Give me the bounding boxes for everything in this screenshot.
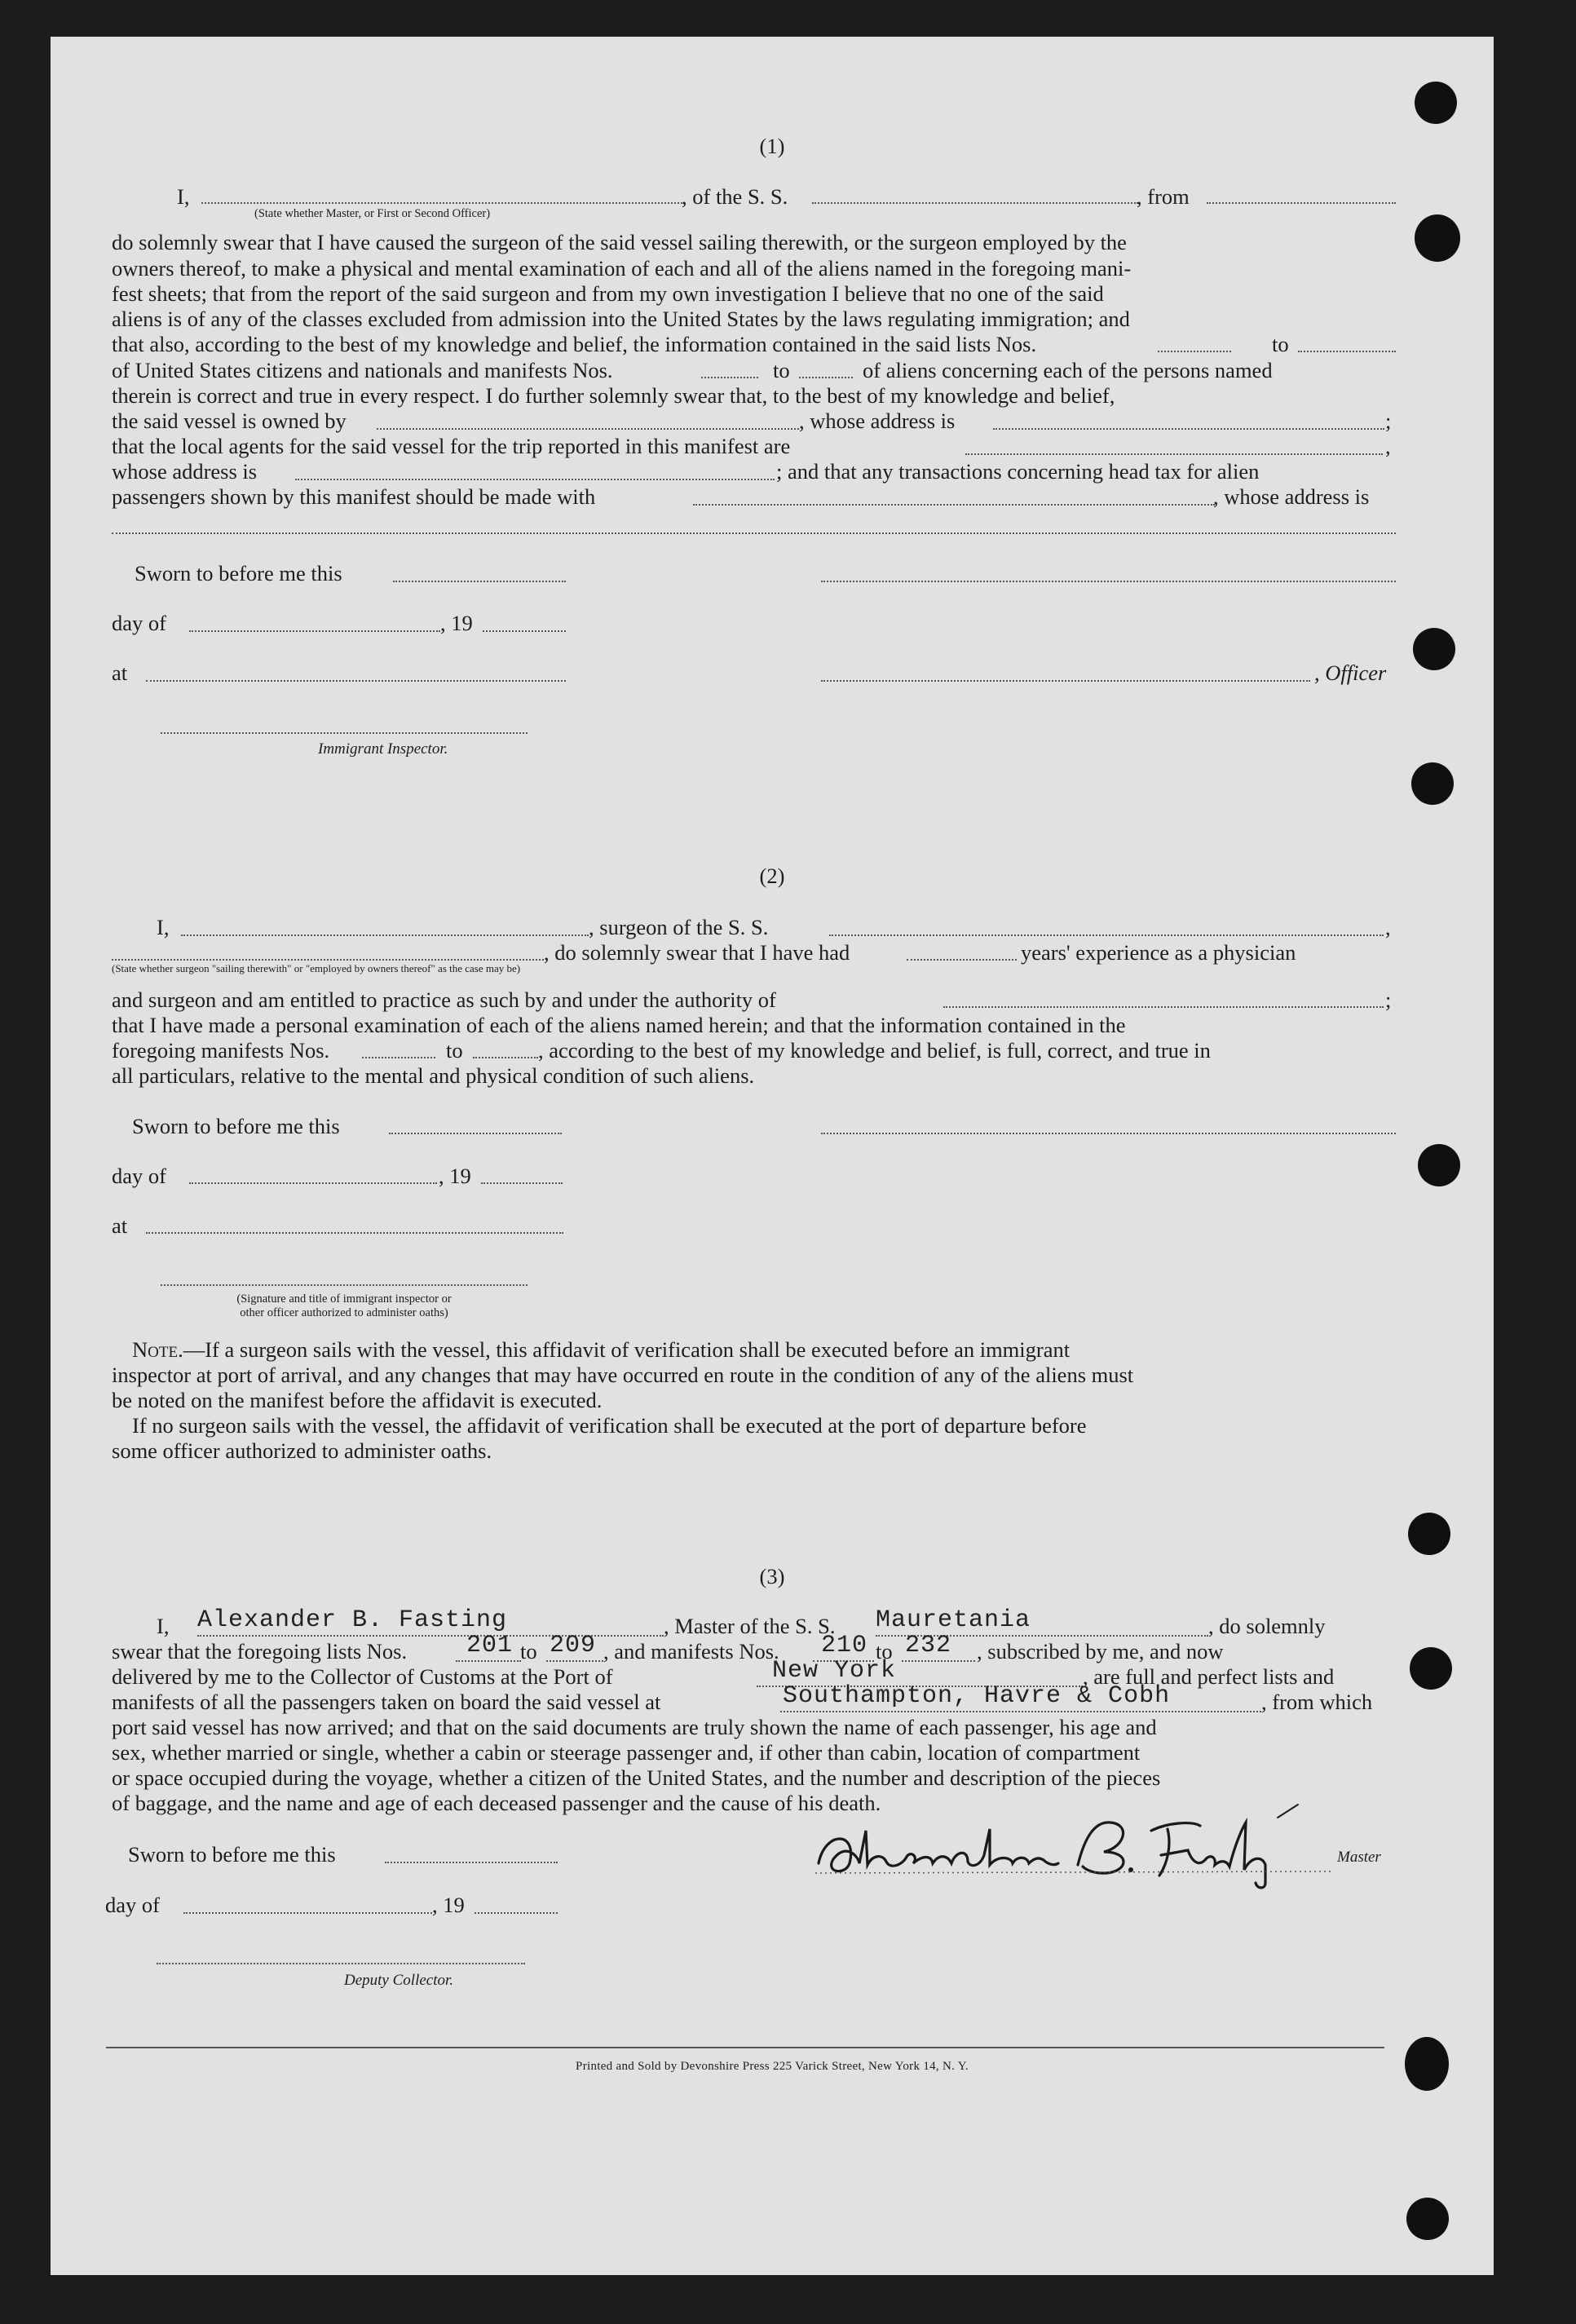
s1-year: , 19 [440, 611, 473, 635]
s2-line: and surgeon and am entitled to practice as such by and under the authority of [112, 987, 776, 1012]
s3-subscribed: , subscribed by me, and now [977, 1639, 1224, 1663]
s3-to: to [520, 1639, 537, 1663]
s3-lists-to: 209 [550, 1632, 597, 1659]
s3-master-of: , Master of the S. S. [664, 1614, 836, 1638]
note-line2: inspector at port of arrival, and any changes that may have occurred en route in the condition of any of the aliens must [112, 1363, 1134, 1387]
master-signature [809, 1798, 1380, 1892]
s3-do-solemnly: , do solemnly [1208, 1614, 1326, 1638]
s1-para-line: the said vessel is owned by [112, 409, 347, 433]
manifest-page [51, 37, 1494, 2275]
s3-i: I, [157, 1614, 170, 1638]
s2-at: at [112, 1213, 128, 1238]
punch-hole [1411, 762, 1454, 805]
s1-para-line: of United States citizens and nationals and manifests Nos. [112, 358, 613, 382]
s3-day-of: day of [105, 1893, 160, 1917]
s3-rest-line: port said vessel has now arrived; and that on the said documents are truly shown the name of each passenger, his age and [112, 1715, 1157, 1739]
s3-sworn-field [385, 1862, 558, 1863]
s1-officer-field [201, 202, 682, 204]
s3-collector-line [157, 1963, 525, 1964]
s3-manifests-all: manifests of all the passengers taken on board the said vessel at [112, 1690, 661, 1714]
s1-vessel-field [812, 202, 1138, 204]
s3-port: New York [772, 1657, 897, 1685]
s2-according: , according to the best of my knowledge and belief, is full, correct, and true in [538, 1038, 1211, 1063]
s1-head-tax-field [693, 504, 1215, 506]
punch-hole [1415, 214, 1460, 262]
section-3-number: (3) [759, 1564, 785, 1588]
s1-at-field [146, 680, 566, 682]
s2-surgeon-name-field [181, 934, 589, 936]
s1-para-line: owners thereof, to make a physical and mental examination of each and all of the aliens named in the foregoing mani- [112, 256, 1132, 281]
s3-collector-label: Deputy Collector. [344, 1972, 454, 1989]
s1-agents-address-field [295, 479, 775, 480]
s1-of-aliens: of aliens concerning each of the persons named [863, 358, 1273, 382]
s3-rest-line: or space occupied during the voyage, whether a citizen of the United States, and the number and description of the pieces [112, 1765, 1161, 1790]
s1-para-line: that also, according to the best of my knowledge and belief, the information contained in the said lists Nos. [112, 332, 1037, 356]
s3-manifests-to: 232 [905, 1632, 952, 1659]
s3-rest-line: sex, whether married or single, whether a cabin or steerage passenger and, if other than cabin, location of compartment [112, 1740, 1141, 1765]
s3-manifests-from: 210 [821, 1632, 868, 1659]
s1-lists-from-field [1158, 351, 1231, 352]
s1-year-field [483, 630, 566, 632]
s2-signatory-1: (Signature and title of immigrant inspector or [236, 1292, 452, 1306]
s1-agents-field [965, 453, 1383, 455]
printer-credit: Printed and Sold by Devonshire Press 225 Varick Street, New York 14, N. Y. [576, 2060, 969, 2073]
punch-hole [1413, 628, 1455, 670]
s1-i: I, [177, 184, 190, 209]
s2-years-field [907, 959, 1017, 961]
s1-to: to [773, 358, 790, 382]
s3-full-perfect: , are full and perfect lists and [1083, 1664, 1335, 1689]
s1-para-line: do solemnly swear that I have caused the surgeon of the said vessel sailing therewith, or the surgeon employed by the [112, 230, 1127, 254]
s3-lists-from-field [456, 1660, 521, 1662]
s3-rest-line: of baggage, and the name and age of each deceased passenger and the cause of his death. [112, 1791, 881, 1815]
s3-manifests-to-field [902, 1660, 975, 1662]
s1-manifests-to-field [799, 377, 853, 378]
s2-day-of: day of [112, 1164, 166, 1188]
s2-sworn: Sworn to before me this [132, 1114, 340, 1138]
s2-authority-field [943, 1006, 1384, 1008]
s1-from: , from [1137, 184, 1190, 209]
s3-to-2: to [876, 1639, 893, 1663]
s1-address-continued-field [112, 532, 1396, 534]
s2-line: foregoing manifests Nos. [112, 1038, 330, 1063]
s3-master-name: Alexander B. Fasting [197, 1606, 508, 1634]
s3-ports-field [780, 1711, 1261, 1712]
s3-and-manifests: , and manifests Nos. [603, 1639, 779, 1663]
punch-hole [1415, 82, 1457, 124]
s2-day-field [189, 1182, 437, 1184]
s2-at-field [146, 1232, 563, 1234]
punch-hole [1408, 1513, 1450, 1555]
punch-hole [1410, 1647, 1452, 1690]
s3-day-field [183, 1912, 432, 1914]
s1-day-of: day of [112, 611, 166, 635]
s2-manifests-from-field [362, 1057, 435, 1058]
s2-year-field [481, 1182, 563, 1184]
s1-para-line: whose address is [112, 459, 258, 484]
s2-to: to [446, 1038, 463, 1063]
punch-hole [1406, 2198, 1449, 2240]
section-1-number: (1) [759, 134, 785, 158]
s1-semicolon: ; [1385, 409, 1392, 433]
s3-vessel-name: Mauretania [876, 1606, 1031, 1634]
s2-inspector-line [161, 1284, 528, 1286]
s2-do-swear: , do solemnly swear that I have had [544, 940, 850, 965]
s1-para-line: passengers shown by this manifest should be made with [112, 484, 596, 509]
punch-hole [1418, 1144, 1460, 1186]
s1-day-field [189, 630, 440, 632]
s2-surgeon-of: , surgeon of the S. S. [589, 915, 769, 939]
s2-state-note: (State whether surgeon "sailing therewith" or "employed by owners thereof" as the case may be) [112, 962, 521, 974]
s1-para-line: fest sheets; that from the report of the said surgeon and from my own investigation I believe that no one of the said [112, 281, 1104, 306]
s1-owner-field [377, 428, 799, 430]
s1-sworn-field [393, 581, 566, 582]
s1-whose-address-end: , whose address is [1213, 484, 1370, 509]
s1-inspector-line [161, 732, 528, 734]
note-line1 [132, 1337, 1070, 1363]
s3-master-label: Master [1337, 1849, 1381, 1866]
note-label: Note. [132, 1337, 183, 1362]
s3-delivered: delivered by me to the Collector of Customs at the Port of [112, 1664, 613, 1689]
s2-signatory-2: other officer authorized to administer oaths) [240, 1306, 448, 1319]
punch-hole [1405, 2037, 1449, 2091]
s1-para-line: therein is correct and true in every respect. I do further solemnly swear that, to the best of my knowledge and belief, [112, 383, 1115, 408]
s1-comma: , [1385, 434, 1391, 458]
s2-vessel-field [829, 934, 1384, 936]
note-text-1: —If a surgeon sails with the vessel, this affidavit of verification shall be executed before an immigrant [183, 1337, 1071, 1362]
s2-semicolon: ; [1385, 987, 1392, 1012]
note-line3: be noted on the manifest before the affidavit is executed. [112, 1388, 603, 1412]
s1-inspector-label: Immigrant Inspector. [318, 740, 448, 758]
s1-head-tax: ; and that any transactions concerning head tax for alien [776, 459, 1260, 484]
s2-surgeon-signature-line [821, 1133, 1396, 1134]
s1-officer-line [821, 680, 1310, 682]
note-line5: some officer authorized to administer oaths. [112, 1438, 492, 1463]
s3-ports-from: Southampton, Havre & Cobh [783, 1682, 1171, 1710]
s3-from-which: , from which [1261, 1690, 1373, 1714]
footer-rule [106, 2047, 1384, 2048]
s3-lists-to-field [546, 1660, 603, 1662]
s1-para-line: that the local agents for the said vessel for the trip reported in this manifest are [112, 434, 791, 458]
s1-officer-signature-line [821, 581, 1396, 582]
s1-state-note: (State whether Master, or First or Second Officer) [254, 207, 491, 220]
s1-officer: , Officer [1314, 661, 1387, 685]
note-line4: If no surgeon sails with the vessel, the affidavit of verification shall be executed at the port of departure before [132, 1413, 1087, 1438]
s1-whose-address: , whose address is [799, 409, 956, 433]
s2-manifests-to-field [473, 1057, 538, 1058]
s3-year: , 19 [432, 1893, 465, 1917]
section-2-number: (2) [759, 864, 785, 888]
s1-para-line: aliens is of any of the classes excluded from admission into the United States by the laws regulating immigration; and [112, 307, 1130, 331]
s1-at: at [112, 661, 128, 685]
s2-sworn-field [389, 1133, 562, 1134]
s1-sworn: Sworn to before me this [135, 561, 342, 585]
s2-line: that I have made a personal examination of each of the aliens named herein; and that the information contained in the [112, 1013, 1126, 1037]
s3-lists-from: 201 [466, 1632, 514, 1659]
s1-from-field [1207, 202, 1396, 204]
s2-status-field [112, 959, 544, 961]
s3-sworn: Sworn to before me this [128, 1842, 336, 1867]
s2-line: all particulars, relative to the mental and physical condition of such aliens. [112, 1063, 755, 1088]
s2-i: I, [157, 915, 170, 939]
s1-owner-address-field [993, 428, 1384, 430]
s2-year: , 19 [439, 1164, 471, 1188]
s2-comma: , [1385, 915, 1391, 939]
s3-year-field [475, 1912, 558, 1914]
s1-lists-to-field [1298, 351, 1396, 352]
s2-years-exp: years' experience as a physician [1021, 940, 1296, 965]
s1-to: to [1272, 332, 1289, 356]
s3-swear-lists: swear that the foregoing lists Nos. [112, 1639, 408, 1663]
s1-manifests-from-field [701, 377, 758, 378]
s1-of-ss: , of the S. S. [682, 184, 788, 209]
